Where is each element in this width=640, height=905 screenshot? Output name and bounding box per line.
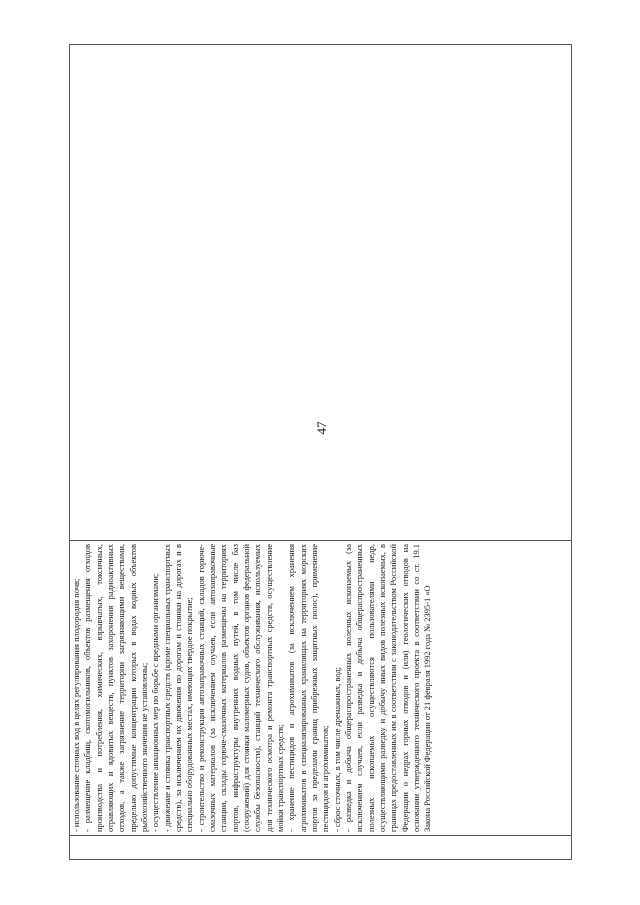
restriction-item: - использование сточных вод в целях регулирования плодородия почв;	[71, 578, 81, 832]
restriction-item: - строительство и реконструкция автозаправочных станций, складов горюче-смазочных материалов (за исключением случаев, если автозаправочные станции, склады горюче-смазочных материалов размещены на территориях портов, инфраструктуры внутренних водных путей, в том числе баз (сооружений) для стоянки маломерных судов, объектов органов федеральной службы безопасности), станций технического обслуживания, используемых для технического осмотра и ремонта транспортных средств, осуществление мойки транспортных средств;	[195, 544, 285, 832]
restrictions-table	[69, 44, 572, 860]
rotated-table-frame	[69, 45, 572, 860]
table-cell-right	[70, 45, 572, 541]
table-row	[70, 45, 572, 860]
table-rotor	[69, 45, 572, 860]
restriction-item: - движение и стоянка транспортных средств (кроме специальных транспортных средств), за исключением их движения по дорогам и стоянки на дорогах и в специально оборудованных местах, имеющих твердое покрытие;	[161, 544, 195, 832]
restriction-item: - осуществление авиационных мер по борьбе с вредными организмами;	[150, 573, 161, 832]
restriction-item: - разведка и добыча общераспространенных полезных ископаемых (за исключением случаев, если разведка и добыча общераспространенных полезных ископаемых осуществляются пользователями недр, осуществляющими разведку и добычу иных видов полезных ископаемых, в границах предоставленных им в соответствии с законодательством Российской Федерации о недрах горных отводов и (или) геологических отводов на основании утвержденного технического проекта в соответствии со ст. 19.1 Закона Российской Федерации от 21 февраля 1992 года № 2395-1 «О	[342, 544, 433, 832]
table-cell-left	[70, 836, 572, 860]
restriction-item: - хранение пестицидов и агрохимикатов (за исключением хранения агрохимикатов в специализированных хранилищах на территориях морских портов за пределами границ прибрежных защитных полос), применение пестицидов и агрохимикатов;	[286, 544, 331, 832]
table-cell-restrictions	[70, 541, 572, 836]
restriction-item: - размещение кладбищ, скотомогильников, объектов размещения отходов производства и потребления, химических, взрывчатых, токсичных, отравляющих и ядовитых веществ, пунктов захоронения радиоактивных отходов, а также загрязнение территории загрязняющими веществами, предельно допустимые концентрации которых в водах водных объектов рыбохозяйственного значения не установлены;	[82, 544, 149, 832]
restriction-list	[70, 541, 435, 835]
restriction-item: - сброс сточных, в том числе дренажных, вод;	[331, 666, 342, 832]
page-number: 47	[314, 421, 329, 435]
